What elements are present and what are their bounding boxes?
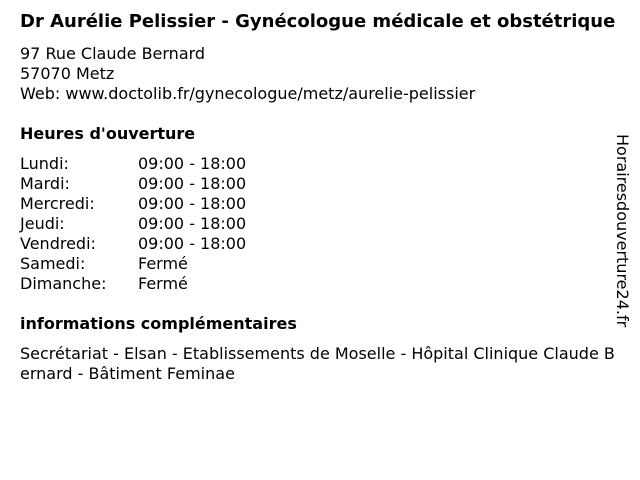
- day-label: Mercredi:: [20, 194, 95, 213]
- website-line: [20, 84, 622, 104]
- business-card: [20, 12, 622, 384]
- day-hours: 09:00 - 18:00: [138, 174, 247, 193]
- day-label: Samedi:: [20, 254, 86, 273]
- hours-row-saturday: [20, 254, 622, 274]
- address-street: 97 Rue Claude Bernard: [20, 44, 206, 63]
- hours-row-sunday: [20, 274, 622, 294]
- day-hours: 09:00 - 18:00: [138, 194, 247, 213]
- day-hours: 09:00 - 18:00: [138, 234, 247, 253]
- day-label: Mardi:: [20, 174, 70, 193]
- hours-row-thursday: [20, 214, 622, 234]
- info-text: Secrétariat - Elsan - Etablissements de Moselle - Hôpital Clinique Claude Bernard - Bâtiment Feminae: [20, 344, 615, 383]
- website-label: Web:: [20, 84, 61, 103]
- day-label: Dimanche:: [20, 274, 107, 293]
- hours-row-monday: [20, 154, 622, 174]
- day-hours: 09:00 - 18:00: [138, 214, 247, 233]
- info-heading: informations complémentaires: [20, 314, 297, 333]
- day-hours: 09:00 - 18:00: [138, 154, 247, 173]
- day-label: Jeudi:: [20, 214, 65, 233]
- day-hours: Fermé: [138, 274, 188, 293]
- day-label: Vendredi:: [20, 234, 96, 253]
- business-title: Dr Aurélie Pelissier - Gynécologue médicale et obstétrique: [20, 11, 616, 32]
- day-hours: Fermé: [138, 254, 188, 273]
- hours-row-wednesday: [20, 194, 622, 214]
- hours-heading: Heures d'ouverture: [20, 124, 196, 143]
- website-link[interactable]: www.doctolib.fr/gynecologue/metz/aurelie-pelissier: [65, 84, 476, 103]
- hours-row-tuesday: [20, 174, 622, 194]
- day-label: Lundi:: [20, 154, 69, 173]
- hours-row-friday: [20, 234, 622, 254]
- address-city: 57070 Metz: [20, 64, 115, 83]
- address-block: [20, 44, 622, 104]
- hours-table: [20, 154, 622, 294]
- site-watermark: Horairesdouverture24.fr: [613, 134, 632, 328]
